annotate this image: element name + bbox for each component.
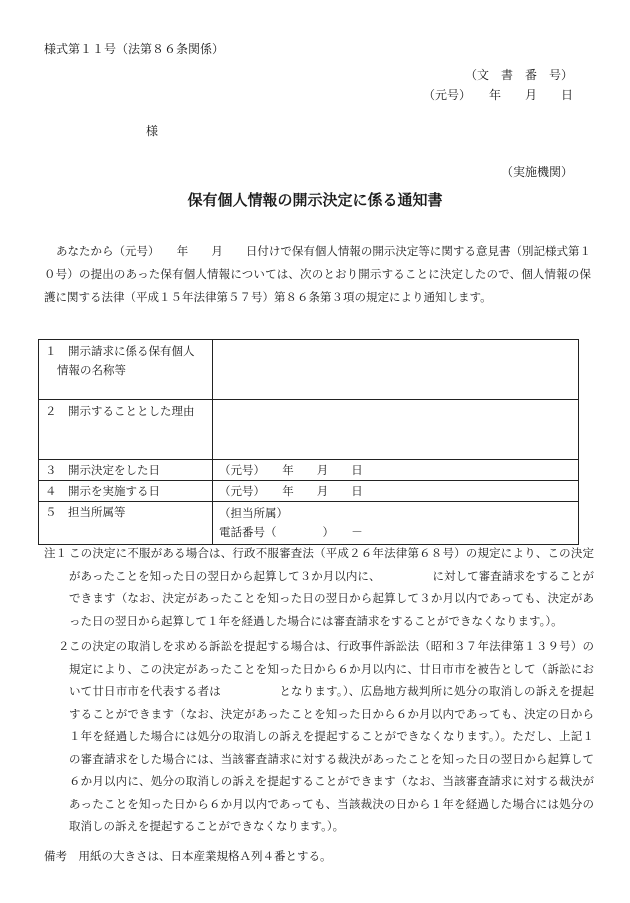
notes-section (44, 542, 594, 838)
remark: 備考 用紙の大きさは、日本産業規格Ａ列４番とする。 (44, 849, 332, 863)
note-1 (44, 542, 594, 632)
label-line: ２ 開示することとした理由 (45, 404, 195, 418)
note-text: この決定の取消しを求める訴訟を提起する場合は、行政事件訴訟法（昭和３７年法律第１３９号）の規定により、この決定があったことを知った日から６か月以内に、廿日市市を被告として（訴訟において廿日市市を代表する者は となります。）、広島地方裁判所に処分の取消しの訴えを提起することができます（なお、決定があったことを知った日から６か月以内であっても、決定の日から１年を経過した場合には処分の取消しの訴えを提起することができなくなります。）。ただし、上記１の審査請求をした場合には、当該審査請求に対する裁決があったことを知った日の翌日から起算して６か月以内に、処分の取消しの訴えを提起することができます（なお、当該審査請求に対する裁決があったことを知った日から６か月以内であっても、当該裁決の日から１年を経過した場合には処分の取消しの訴えを提起することができなくなります。）。 (69, 639, 594, 833)
notice-body (44, 240, 591, 309)
table-row (39, 502, 579, 545)
disclosure-info-table (38, 339, 579, 545)
note-2 (44, 635, 594, 838)
table-row (39, 460, 579, 481)
label-line: １ 開示請求に係る保有個人 (45, 344, 195, 358)
implementation-date-label: ４ 開示を実施する日 (39, 481, 213, 502)
disclosure-reason-label (39, 400, 213, 460)
document-title: 保有個人情報の開示決定に係る通知書 (187, 191, 443, 209)
form-number: 様式第１１号（法第８６条関係） (44, 42, 225, 56)
label-line: 情報の名称等 (57, 363, 126, 377)
addressee: 様 (146, 124, 159, 138)
table-row (39, 400, 579, 460)
note-marker: 注１ (44, 546, 67, 560)
document-number: （文 書 番 号） (464, 68, 573, 82)
department-value (213, 502, 579, 545)
implementation-date-value: （元号） 年 月 日 (213, 481, 579, 502)
issuing-agency: （実施機関） (500, 165, 573, 179)
issue-date: （元号） 年 月 日 (422, 88, 573, 102)
table-row (39, 340, 579, 400)
decision-date-value: （元号） 年 月 日 (213, 460, 579, 481)
note-text: この決定に不服がある場合は、行政不服審査法（平成２６年法律第６８号）の規定により、この決定があったことを知った日の翌日から起算して３か月以内に、 に対して審査請求をすることができます（なお、決定があったことを知った日の翌日から起算して３か月以内であっても、決定があった日の翌日から起算して１年を経過した場合には審査請求をすることができなくなります。）。 (69, 546, 594, 628)
department-name: （担当所属） (219, 506, 288, 520)
department-label: ５ 担当所属等 (39, 502, 213, 545)
info-name-label (39, 340, 213, 400)
decision-date-label: ３ 開示決定をした日 (39, 460, 213, 481)
note-marker: ２ (58, 639, 70, 653)
disclosure-reason-value (213, 400, 579, 460)
phone-number: 電話番号（ ） － (219, 525, 363, 539)
table-row (39, 481, 579, 502)
info-name-value (213, 340, 579, 400)
body-paragraph: あなたから（元号） 年 月 日付けで保有個人情報の開示決定等に関する意見書（別記様式第１０号）の提出のあった保有個人情報については、次のとおり開示することに決定したので、個人情報の保護に関する法律（平成１５年法律第５７号）第８６条第３項の規定により通知します。 (44, 244, 591, 304)
